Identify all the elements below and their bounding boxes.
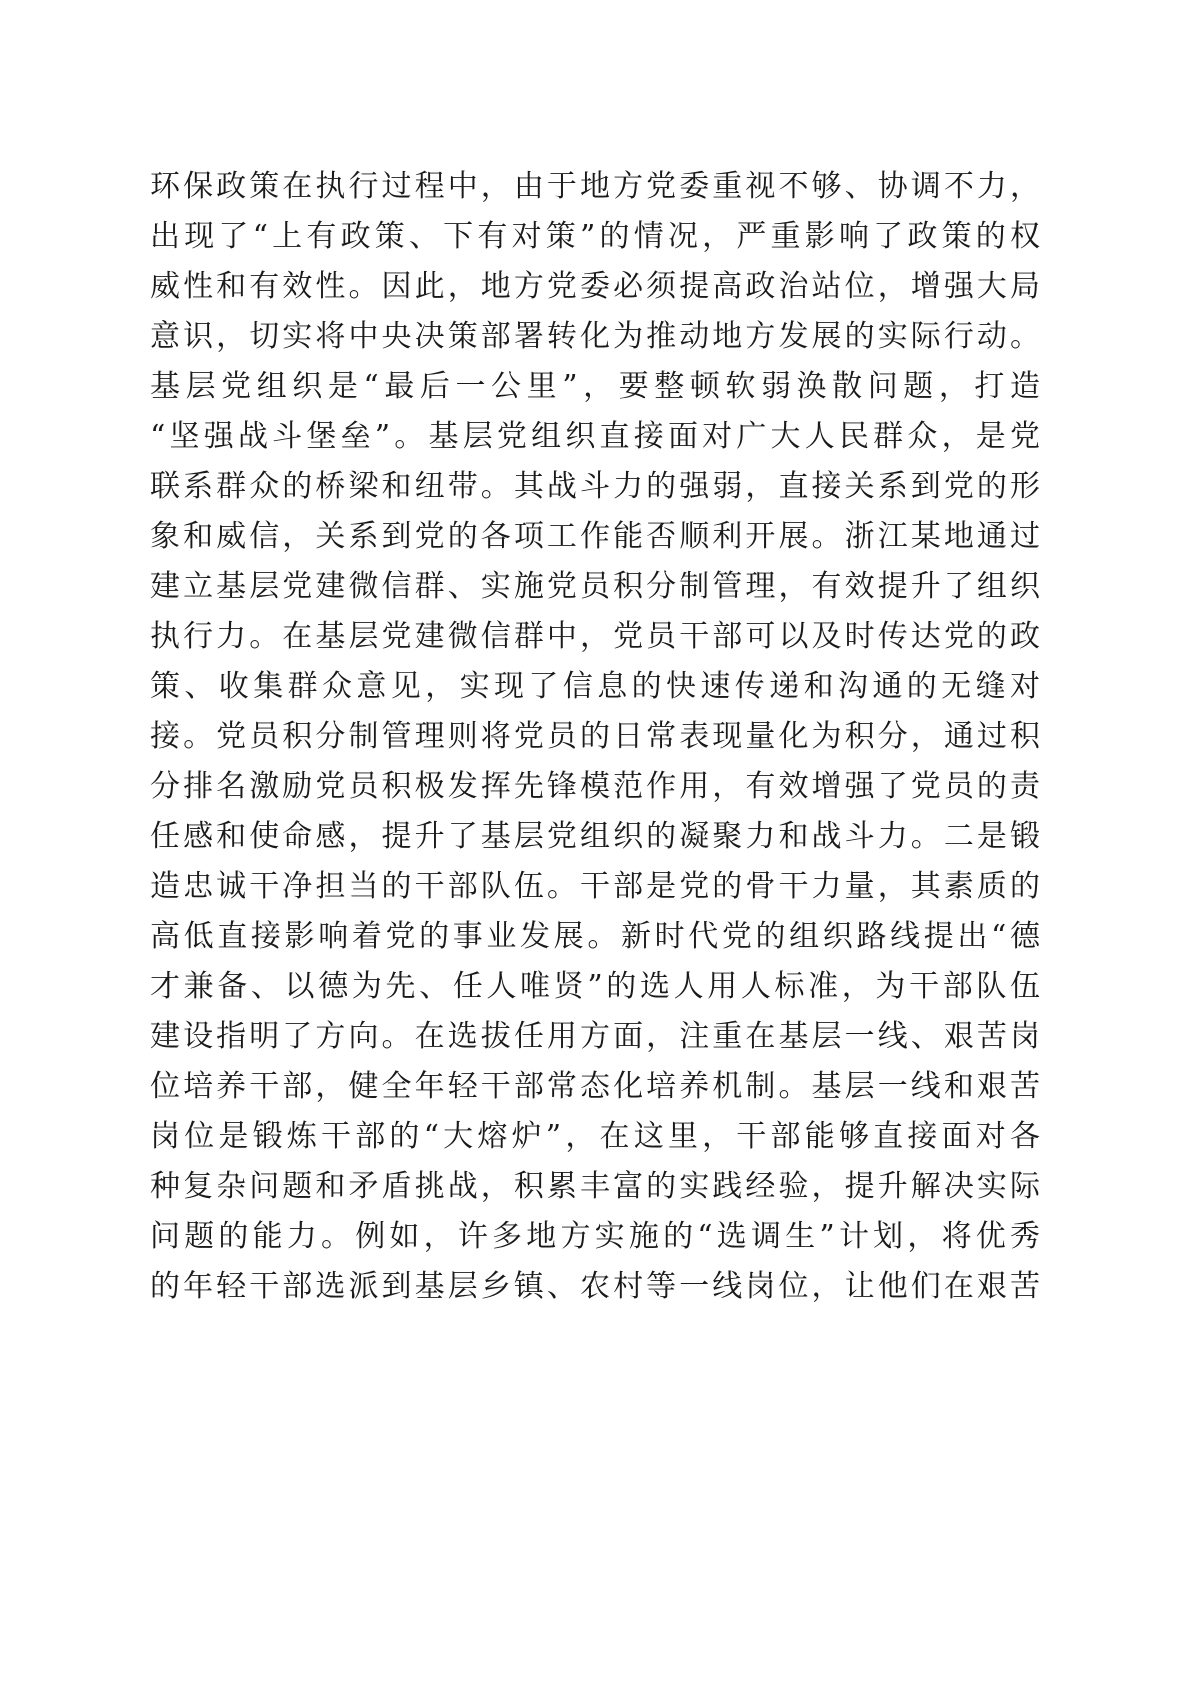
text-line: 威性和有效性。因此，地方党委必须提高政治站位，增强大局	[150, 269, 1040, 304]
body-text	[150, 162, 1040, 1312]
text-line: 基层党组织是“最后一公里”，要整顿软弱涣散问题，打造	[150, 369, 1040, 404]
text-line: 出现了“上有政策、下有对策”的情况，严重影响了政策的权	[150, 219, 1040, 254]
text-line: 策、收集群众意见，实现了信息的快速传递和沟通的无缝对	[150, 669, 1040, 704]
text-line: 高低直接影响着党的事业发展。新时代党的组织路线提出“德	[150, 919, 1040, 954]
text-line: 执行力。在基层党建微信群中，党员干部可以及时传达党的政	[150, 619, 1040, 654]
text-line: 才兼备、以德为先、任人唯贤”的选人用人标准，为干部队伍	[150, 969, 1040, 1004]
text-line: 岗位是锻炼干部的“大熔炉”，在这里，干部能够直接面对各	[150, 1119, 1040, 1154]
text-line: 建立基层党建微信群、实施党员积分制管理，有效提升了组织	[150, 569, 1040, 604]
text-line: 环保政策在执行过程中，由于地方党委重视不够、协调不力，	[150, 169, 1040, 204]
text-line: 联系群众的桥梁和纽带。其战斗力的强弱，直接关系到党的形	[150, 469, 1040, 504]
text-line: 的年轻干部选派到基层乡镇、农村等一线岗位，让他们在艰苦	[150, 1269, 1040, 1304]
text-line: 象和威信，关系到党的各项工作能否顺利开展。浙江某地通过	[150, 519, 1040, 554]
text-line: “坚强战斗堡垒”。基层党组织直接面对广大人民群众，是党	[150, 419, 1040, 454]
text-line: 种复杂问题和矛盾挑战，积累丰富的实践经验，提升解决实际	[150, 1169, 1040, 1204]
text-line: 任感和使命感，提升了基层党组织的凝聚力和战斗力。二是锻	[150, 819, 1040, 854]
text-line: 位培养干部，健全年轻干部常态化培养机制。基层一线和艰苦	[150, 1069, 1040, 1104]
text-line: 建设指明了方向。在选拔任用方面，注重在基层一线、艰苦岗	[150, 1019, 1040, 1054]
text-line: 意识，切实将中央决策部署转化为推动地方发展的实际行动。	[150, 319, 1040, 354]
text-line: 接。党员积分制管理则将党员的日常表现量化为积分，通过积	[150, 719, 1040, 754]
text-line: 问题的能力。例如，许多地方实施的“选调生”计划，将优秀	[150, 1219, 1040, 1254]
text-line: 分排名激励党员积极发挥先锋模范作用，有效增强了党员的责	[150, 769, 1040, 804]
text-line: 造忠诚干净担当的干部队伍。干部是党的骨干力量，其素质的	[150, 869, 1040, 904]
